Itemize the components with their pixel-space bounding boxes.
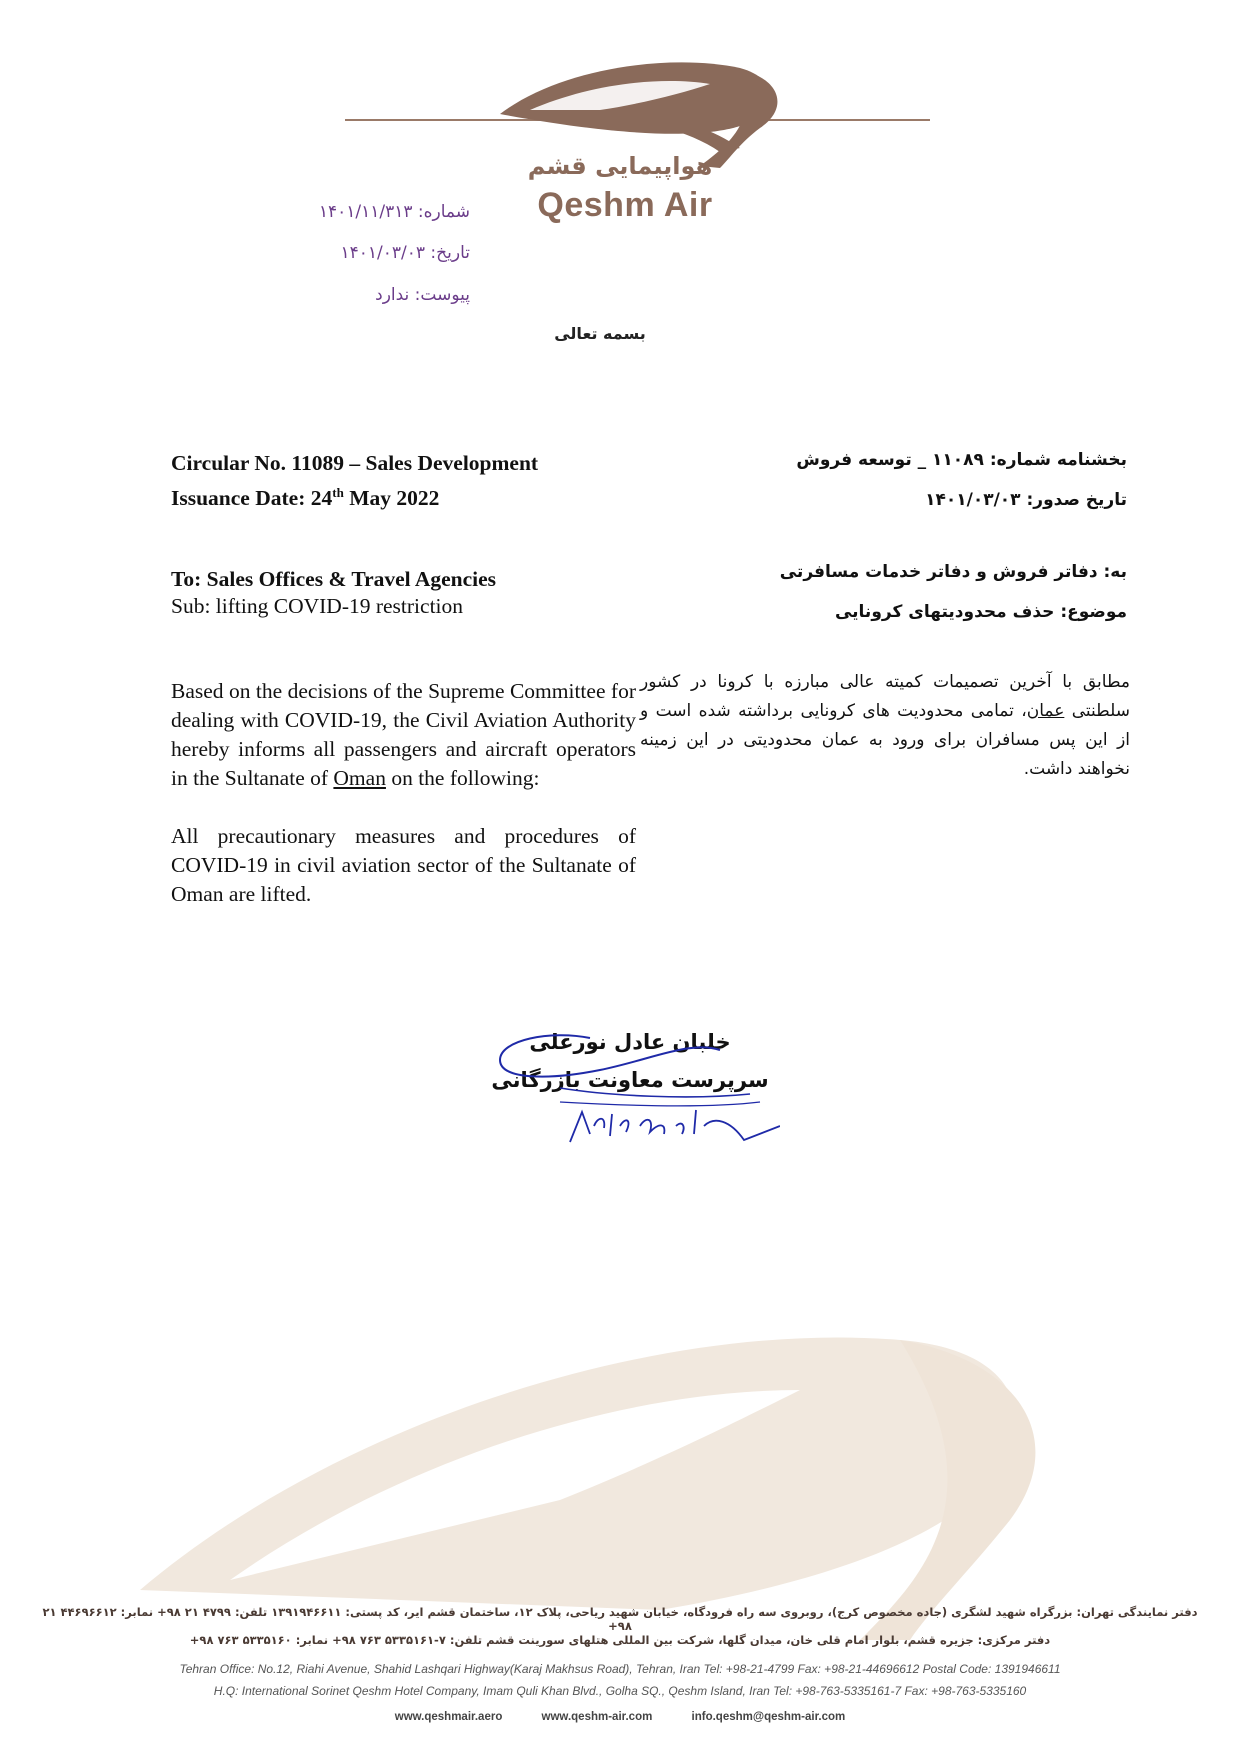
footer-web-links: [40, 1711, 1200, 1723]
to-line-en: To: Sales Offices & Travel Agencies: [171, 567, 497, 591]
issuance-date-en: Issuance Date: 24th May 2022: [171, 485, 440, 511]
brand-english: Qeshm Air: [537, 186, 713, 224]
footer-tehran-persian: دفتر نمایندگی تهران: بزرگراه شهید لشگری (جاده مخصوص کرج)، روبروی سه راه فرودگاه، خیابان شهید ریاحی، پلاک ۱۲، ساختمان قشم ایر، کد پستی: ۱۳۹۱۹۴۶۶۱۱ تلفن: ۴۷۹۹ ۲۱ ۹۸+ نمابر: ۴۴۶۹۶۶۱۲ ۲۱ ۹۸+: [42, 1605, 1198, 1633]
to-line-fa: به: دفاتر فروش و دفاتر خدمات مسافرتی: [779, 562, 1127, 582]
watermark-logo: [140, 1280, 1130, 1640]
brand-persian: هواپیمایی قشم: [527, 152, 713, 180]
subject-line-fa: موضوع: حذف محدودیتهای کرونایی: [834, 602, 1127, 622]
body-paragraph-en-2: All precautionary measures and procedures of COVID-19 in civil aviation sector of the Sultanate of Oman are lifted.: [171, 824, 636, 906]
qeshm-air-logo-mark: [440, 48, 800, 168]
letter-attachment: پیوست: ندارد: [375, 285, 470, 305]
issue-date-fa: تاریخ صدور: ۱۴۰۱/۰۳/۰۳: [925, 490, 1127, 510]
footer-hq-english: H.Q: International Sorinet Qeshm Hotel Company, Imam Quli Khan Blvd., Golha SQ., Qeshm Island, Iran Tel: +98-763-5335161-7 Fax: +98-763-5335160: [213, 1684, 1027, 1698]
circular-title-en: Circular No. 11089 – Sales Development: [171, 451, 539, 475]
body-paragraph-en: Based on the decisions of the Supreme Committee for dealing with COVID-19, the Civil Aviation Authority hereby informs all passengers and aircraft operators in the Sultanate of Oman on the following:: [171, 679, 636, 790]
subject-line-en: Sub: lifting COVID-19 restriction: [171, 594, 464, 618]
email-link[interactable]: info.qeshm@qeshm-air.com: [691, 1711, 846, 1723]
body-paragraph-fa: مطابق با آخرین تصمیمات کمیته عالی مبارزه با کرونا در کشور سلطنتی عمان، تمامی محدودیت های کرونایی برداشته شده است و از این پس مسافران برای ورود به عمان محدودیتی در این زمینه نخواهند داشت.: [640, 672, 1130, 779]
website-link-aero[interactable]: www.qeshmair.aero: [394, 1711, 503, 1723]
signatory-role: سرپرست معاونت بازرگانی: [491, 1068, 769, 1092]
bismillah: بسمه تعالی: [554, 324, 646, 343]
footer-hq-persian: دفتر مرکزی: جزیره قشم، بلوار امام قلی خان، میدان گلها، شرکت بین المللی هتلهای سورینت قشم تلفن: ۷-۵۳۳۵۱۶۱ ۷۶۳ ۹۸+ نمابر: ۵۳۳۵۱۶۰ ۷۶۳ ۹۸+: [189, 1633, 1051, 1647]
signatory-name: خلبان عادل نورعلی: [529, 1030, 731, 1054]
handwritten-signature: [490, 1030, 780, 1150]
footer-tehran-english: Tehran Office: No.12, Riahi Avenue, Shahid Lashqari Highway(Karaj Makhsus Road), Tehran, Iran Tel: +98-21-4799 Fax: +98-21-44696612 Postal Code: 1391946611: [179, 1662, 1061, 1676]
letter-number: شماره: ۱۴۰۱/۱۱/۳۱۳: [318, 202, 470, 222]
letter-date: تاریخ: ۱۴۰۱/۰۳/۰۳: [340, 243, 470, 263]
circular-title-fa: بخشنامه شماره: ۱۱۰۸۹ _ توسعه فروش: [796, 450, 1127, 470]
website-link-com[interactable]: www.qeshm-air.com: [541, 1711, 653, 1723]
